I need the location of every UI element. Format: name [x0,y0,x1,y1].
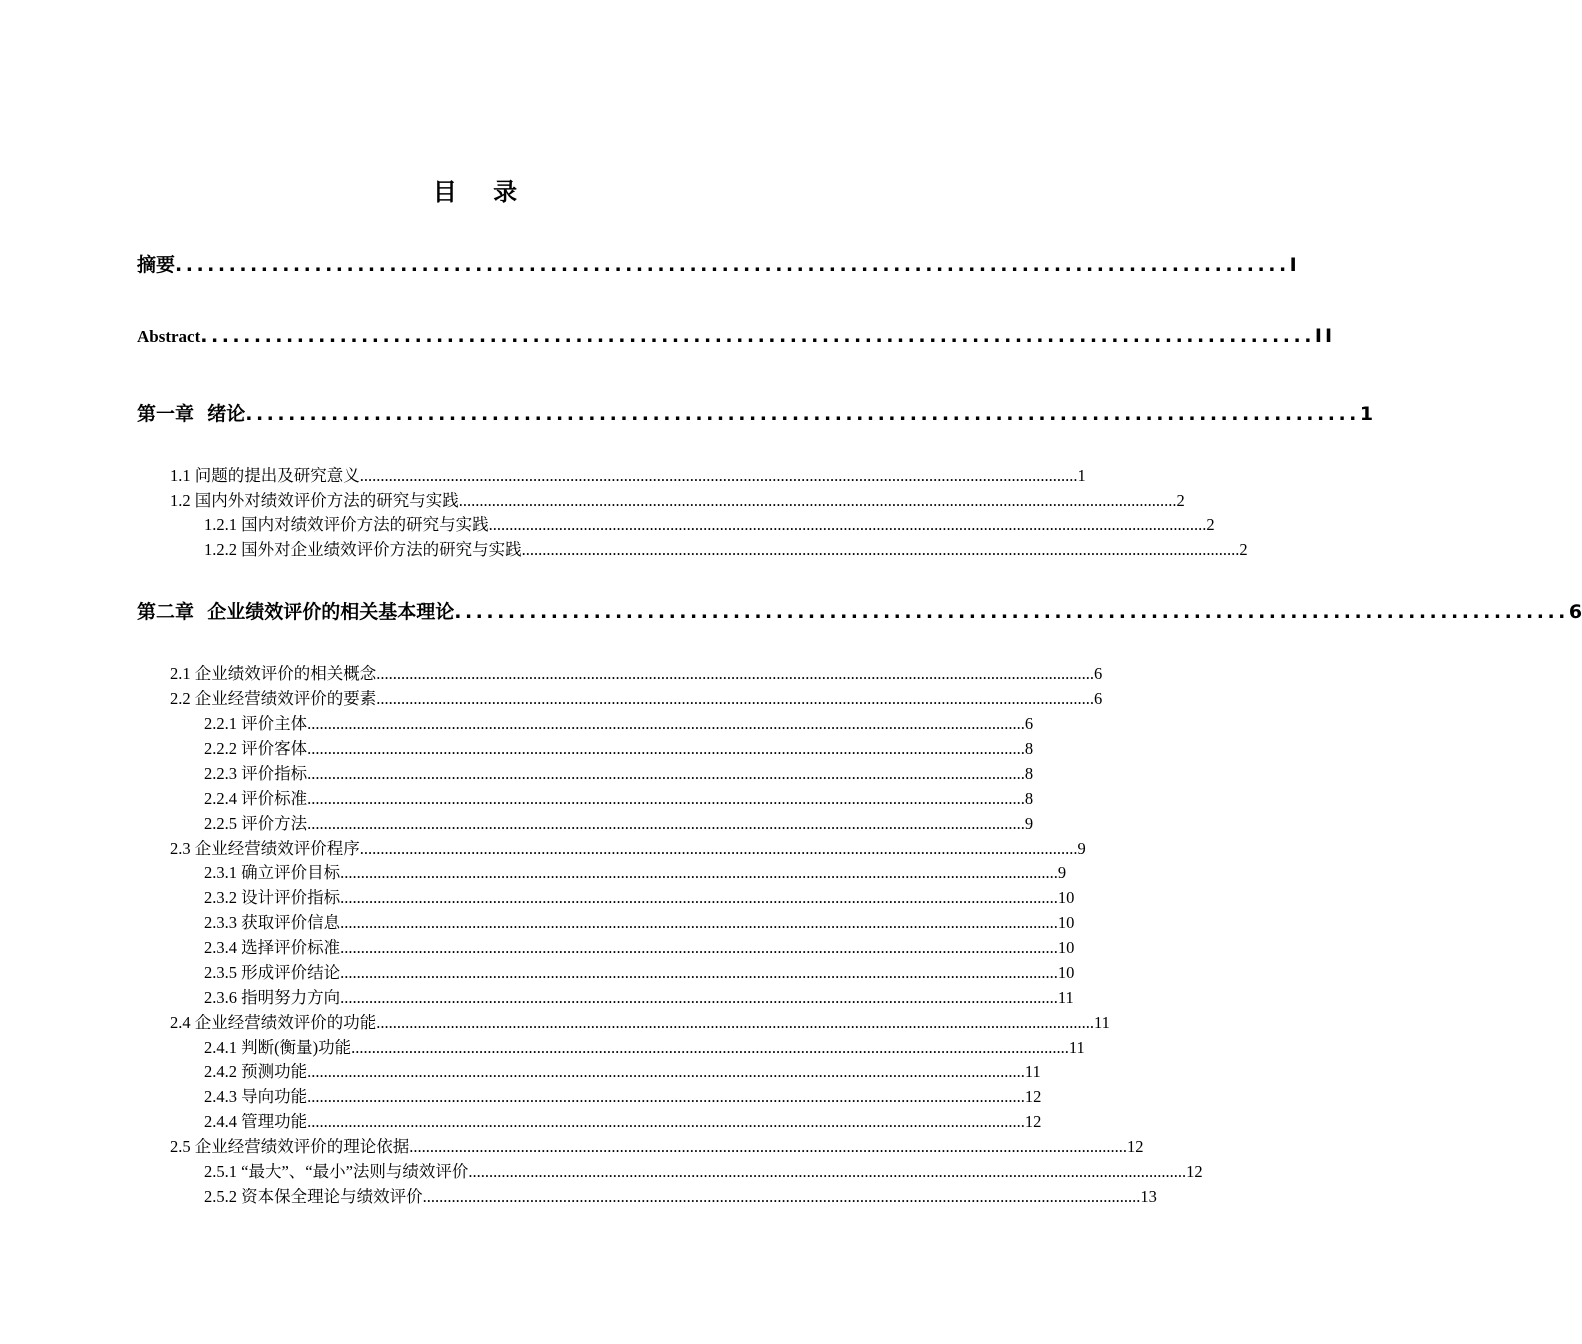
toc-page-number: 2 [1176,491,1185,510]
toc-page-number: 11 [1057,988,1074,1007]
toc-page-number: 12 [1186,1162,1203,1181]
toc-entry-label: 2.4.4 管理功能 [204,1112,308,1131]
toc-entry-label: 1.2.1 国内对绩效评价方法的研究与实践 [204,515,489,534]
toc-entry-abstract-en[interactable] [137,325,1336,351]
toc-entry[interactable] [170,1133,1144,1156]
toc-leader-dots: .............................................................................................................................................................................. [521,540,1240,559]
toc-leader-dots: .............................................................................................................................................................................. [307,789,1025,808]
toc-entry-label: 2.3.1 确立评价目标 [204,863,341,882]
toc-entry-label: 2.4.2 预测功能 [204,1062,308,1081]
toc-page-number: 10 [1057,888,1075,907]
toc-page-number: 10 [1057,963,1075,982]
toc-leader-dots: .............................................................................................................................................................................. [422,1187,1141,1206]
toc-entry-label: 第一章 绪论 [137,403,246,425]
toc-leader-dots: .............................................................................................................................................................................. [359,839,1078,858]
toc-page-number: 6 [1568,601,1582,623]
toc-entry-label: 2.4 企业经营绩效评价的功能 [170,1013,377,1032]
toc-leader-dots: .............................................................................................................................................................................. [340,963,1058,982]
toc-entry-chapter-2[interactable] [137,597,1582,623]
toc-entry[interactable] [204,959,1075,982]
toc-entry[interactable] [204,1058,1041,1081]
toc-leader-dots: .............................................................................................................................................................................. [340,863,1058,882]
toc-entry-label: 2.5.2 资本保全理论与绩效评价 [204,1187,423,1206]
toc-page-number: 2 [1206,515,1215,534]
toc-page-number: 8 [1024,764,1034,783]
toc-page-number: 11 [1024,1062,1041,1081]
toc-entry[interactable] [170,835,1086,858]
toc-entry[interactable] [170,462,1086,485]
toc-leader-dots: .............................................................................................................................................................................. [307,814,1025,833]
toc-entry-label: 2.2.1 评价主体 [204,714,308,733]
toc-entry-label: Abstract [137,327,201,346]
toc-entry[interactable] [204,884,1075,907]
toc-entry-abstract-cn[interactable] [137,250,1297,276]
toc-entry-label: 2.3 企业经营绩效评价程序 [170,839,360,858]
toc-page-number: 1 [1359,403,1374,425]
toc-page-number: 12 [1127,1137,1144,1156]
toc-leader-dots: .............................................................................................................................................................................. [340,938,1058,957]
toc-entry-label: 1.2 国内外对绩效评价方法的研究与实践 [170,491,459,510]
toc-entry[interactable] [204,710,1034,733]
toc-entry-label: 2.3.3 获取评价信息 [204,913,341,932]
toc-entry[interactable] [204,859,1067,882]
toc-page-number: 10 [1057,938,1075,957]
toc-entry[interactable] [204,1108,1042,1131]
toc-entry-label: 2.3.5 形成评价结论 [204,963,341,982]
toc-leader-dots: ........................................................................................................ [454,601,1569,623]
toc-entry[interactable] [204,810,1034,833]
toc-leader-dots: .............................................................................................................................................................................. [376,1013,1094,1032]
toc-entry[interactable] [204,536,1248,559]
toc-leader-dots: .............................................................................................................................................................................. [458,491,1177,510]
toc-page-number: I [1289,254,1297,276]
toc-page-number: 9 [1077,839,1086,858]
toc-leader-dots: .............................................................................................................................................................................. [307,1087,1025,1106]
toc-entry-label: 2.2.3 评价指标 [204,764,308,783]
toc-page-number: 9 [1057,863,1067,882]
toc-page-number: 10 [1057,913,1075,932]
toc-entry-label: 1.1 问题的提出及研究意义 [170,466,360,485]
toc-entry[interactable] [204,934,1075,957]
toc-leader-dots: .............................................................................................................................................................................. [409,1137,1127,1156]
toc-leader-dots: ........................................................................................................ [245,403,1360,425]
toc-entry[interactable] [204,511,1215,534]
toc-entry-label: 2.4.1 判断(衡量)功能 [204,1038,352,1057]
toc-entry[interactable] [204,760,1034,783]
toc-entry[interactable] [204,984,1074,1007]
toc-entry-label: 2.2.5 评价方法 [204,814,308,833]
toc-entry-label: 2.5 企业经营绩效评价的理论依据 [170,1137,410,1156]
toc-entry-chapter-1[interactable] [137,399,1374,425]
toc-entry[interactable] [170,685,1103,708]
toc-entry[interactable] [204,1183,1157,1206]
toc-leader-dots: ........................................................................................................ [175,254,1290,276]
toc-page-number: 6 [1024,714,1034,733]
toc-leader-dots: .............................................................................................................................................................................. [488,515,1207,534]
toc-entry-label: 摘要 [137,254,176,276]
toc-entry-label: 2.3.6 指明努力方向 [204,988,341,1007]
toc-entry-label: 2.3.2 设计评价指标 [204,888,341,907]
toc-entry-label: 2.3.4 选择评价标准 [204,938,341,957]
toc-entry-label: 2.4.3 导向功能 [204,1087,308,1106]
toc-page-number: 8 [1024,739,1034,758]
toc-page-number: II [1314,325,1336,347]
toc-leader-dots: .............................................................................................................................................................................. [340,888,1058,907]
toc-entry[interactable] [204,1083,1042,1106]
toc-entry[interactable] [204,1158,1203,1181]
toc-page-number: 1 [1077,466,1086,485]
toc-page-number: 12 [1024,1112,1042,1131]
toc-entry-label: 1.2.2 国外对企业绩效评价方法的研究与实践 [204,540,522,559]
toc-entry-label: 2.2 企业经营绩效评价的要素 [170,689,377,708]
toc-entry[interactable] [204,909,1075,932]
toc-entry[interactable] [170,1009,1110,1032]
toc-leader-dots: .............................................................................................................................................................................. [376,689,1094,708]
toc-leader-dots: .............................................................................................................................................................................. [340,988,1058,1007]
toc-leader-dots: .............................................................................................................................................................................. [307,714,1025,733]
toc-leader-dots: ........................................................................................................ [200,325,1315,347]
toc-entry[interactable] [170,487,1185,510]
toc-title: 目 录 [432,178,532,206]
toc-entry-label: 第二章 企业绩效评价的相关基本理论 [137,601,455,623]
toc-page-number: 13 [1140,1187,1157,1206]
toc-leader-dots: .............................................................................................................................................................................. [307,739,1025,758]
toc-leader-dots: .............................................................................................................................................................................. [307,764,1025,783]
toc-page-number: 9 [1024,814,1034,833]
toc-entry[interactable] [170,660,1103,683]
toc-page-number: 11 [1094,1013,1110,1032]
toc-entry[interactable] [204,1034,1085,1057]
toc-leader-dots: .............................................................................................................................................................................. [307,1062,1025,1081]
toc-page-number: 11 [1068,1038,1085,1057]
toc-page-number: 12 [1024,1087,1042,1106]
toc-page-number: 2 [1239,540,1248,559]
toc-entry-label: 2.1 企业绩效评价的相关概念 [170,664,377,683]
toc-entry-label: 2.5.1 “最大”、“最小”法则与绩效评价 [204,1162,469,1181]
toc-leader-dots: .............................................................................................................................................................................. [468,1162,1187,1181]
toc-leader-dots: .............................................................................................................................................................................. [307,1112,1025,1131]
toc-leader-dots: .............................................................................................................................................................................. [376,664,1094,683]
toc-page-number: 6 [1094,664,1103,683]
toc-entry-label: 2.2.4 评价标准 [204,789,308,808]
toc-entry-label: 2.2.2 评价客体 [204,739,308,758]
toc-leader-dots: .............................................................................................................................................................................. [351,1038,1069,1057]
toc-entry[interactable] [204,785,1034,808]
toc-leader-dots: .............................................................................................................................................................................. [359,466,1078,485]
toc-leader-dots: .............................................................................................................................................................................. [340,913,1058,932]
toc-page-number: 6 [1094,689,1103,708]
toc-entry[interactable] [204,735,1034,758]
toc-page-number: 8 [1024,789,1034,808]
